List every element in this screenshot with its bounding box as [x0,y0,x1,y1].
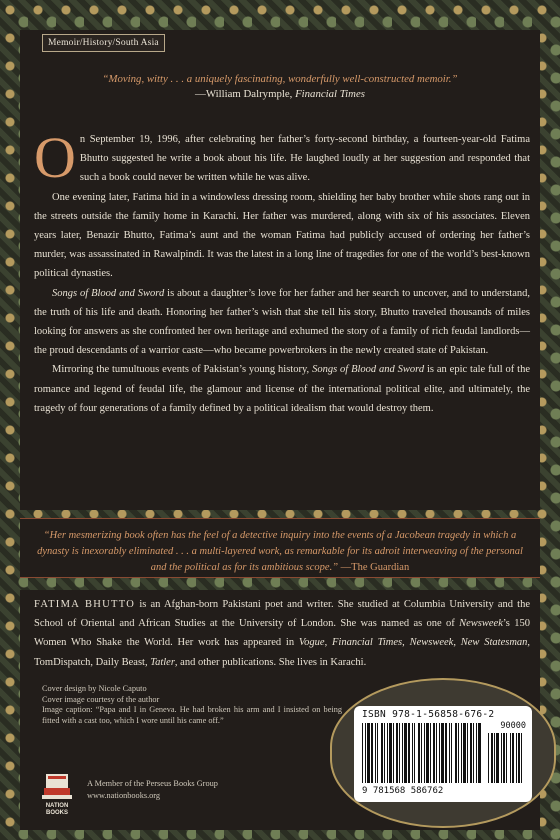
barcode-addon-bar [518,733,520,783]
barcode-bar [393,723,394,783]
barcode-bar [399,723,400,783]
cover-image-credit: Cover image courtesy of the author [42,694,160,704]
bio-sep-2: , [402,637,410,649]
p3-title: Songs of Blood and Sword [52,287,165,299]
barcode-bar [365,723,366,783]
barcode-bar [362,723,363,783]
barcode-addon-number: 90000 [500,721,526,731]
praise-attribution-source: Financial Times [295,88,365,100]
barcode-addon-bar [501,733,502,783]
barcode-bar [414,723,415,783]
bio-text-4: , and other publications. She lives in Karachi. [174,656,367,668]
barcode-bar [381,723,383,783]
barcode-bar [430,723,431,783]
description-paragraph-1 [34,125,530,190]
barcode-bar [367,723,370,783]
barcode-bar [375,723,376,783]
bio-pub-vogue: Vogue [298,637,325,649]
bio-newsweek: Newsweek [459,618,503,630]
barcode-bar [433,723,435,783]
barcode-bar [408,723,410,783]
publisher-member: A Member of the Perseus Books Group [87,779,218,788]
barcode-addon-bar [512,733,514,783]
review-quote: “Her mesmerizing book often has the feel of a detective inquiry into the events of a Jacobean tragedy in which a dynasty is inexorably eliminated . . . a multi-layered work, as remarkable for its adroit interweaving of the personal and the political as for its ambitious scope.” [37,530,523,573]
logo-text: NATION [45,803,69,809]
barcode-bar [473,723,474,783]
barcode-main-number: 9 781568 586762 [362,786,444,796]
barcode-bar [387,723,388,783]
barcode-bar [458,723,459,783]
image-caption: Image caption: “Papa and I in Geneva. He had broken his arm and I insisted on being fitted with a cast too, which I wore until his came off.” [42,705,342,725]
nation-books-logo [40,770,74,818]
barcode-bar [449,723,450,783]
praise-quote: “Moving, witty . . . a uniquely fascinating, wonderfully well-constructed memoir.” [102,73,458,85]
p1-text: n September 19, 1996, after celebrating her father’s forty-second birthday, a fourteen-year-old Fatima Bhutto suggested he write a book about his life. He laughed loudly at her suggestion and responded that such a book could never be written while he was alive. [79,134,530,184]
barcode-addon-bar [488,733,489,783]
barcode-bar [436,723,437,783]
barcode-bar [412,723,413,783]
praise-attribution-prefix: —William Dalrymple, [195,88,296,100]
p4-title: Songs of Blood and Sword [312,364,425,376]
book-description [34,125,530,418]
barcode-bar [463,723,466,783]
barcode-bar [441,723,444,783]
description-paragraph-2: One evening later, Fatima hid in a windowless dressing room, shielding her baby brother while shots rang out in the streets outside the family home in Karachi. Her father was murdered, along with six of his associates. Eleven years later, Benazir Bhutto, Fatima’s aunt and the woman Fatima had publicly accused of ordering her father’s murder, was assassinated in Rawalpindi. It was the latest in a long line of tragedies for one of the world’s best-known political dynasties. [34,191,530,280]
praise-attribution [34,87,526,102]
bio-text-3: , TomDispatch, Daily Beast, [34,637,531,668]
barcode-addon-bar [516,733,517,783]
bio-pub-tatler: Tatler [150,656,175,668]
cover-credits [42,684,342,726]
barcode-oval [330,678,556,828]
barcode-bar [404,723,407,783]
barcode-bar [445,723,447,783]
p4-start: Mirroring the tumultuous events of Pakistan’s young history, [52,364,313,376]
author-bio [34,595,530,672]
cover-design-credit: Cover design by Nicole Caputo [42,684,147,693]
bio-text-1: is an Afghan-born Pakistani poet and writer. She studied at Columbia University and the School of Oriental and African Studies at the University of London. She was named as one of [34,599,530,630]
barcode-addon-bar [491,733,493,783]
barcode-addon-bar [494,733,495,783]
barcode-bar [455,723,457,783]
bio-pub-newstatesman: New Statesman [460,637,528,649]
barcode-bar [476,723,477,783]
barcode-addon-bar [496,733,499,783]
barcode-box [354,706,532,802]
barcode-bar [461,723,462,783]
category-tag: Memoir/History/South Asia [42,34,165,52]
logo-text-2: BOOKS [45,810,69,816]
bio-sep-1: , [324,637,332,649]
barcode-bar [389,723,392,783]
barcode-addon-bar [521,733,522,783]
bio-pub-ft: Financial Times [332,637,403,649]
barcode-bar [396,723,398,783]
review-quote-block [32,528,528,576]
barcode-bar [470,723,472,783]
barcode-bar [377,723,378,783]
description-paragraph-3 [34,284,530,361]
barcode-bar [467,723,468,783]
bio-text-2: ’s 150 Women Who Shake the World. Her work has appeared in [34,618,530,649]
barcode-bar [439,723,440,783]
barcode-bar [421,723,422,783]
barcode-bar [424,723,425,783]
barcode-bar [384,723,385,783]
bio-pub-newsweek: Newsweek [409,637,454,649]
praise-block [34,72,526,102]
barcode-bars [362,723,526,785]
barcode-bar [371,723,373,783]
barcode-bar [426,723,429,783]
publisher-info [87,778,218,802]
barcode-addon-bar [510,733,511,783]
drop-cap: O [34,125,76,190]
description-paragraph-4 [34,360,530,418]
isbn-text: ISBN 978-1-56858-676-2 [362,709,495,720]
barcode-bar [478,723,481,783]
author-name: FATIMA BHUTTO [34,599,136,610]
barcode-bar [418,723,420,783]
barcode-bar [402,723,403,783]
review-attribution: —The Guardian [340,562,410,573]
p3-text: is about a daughter’s love for her father and her search to uncover, and to understand, the truth of his life and death. Honoring her father’s wish that she tell his story, Bhutto traveled thousands of miles looking for answers as she confronted her own heritage and exhumed the story of a family of rich feudal landlords—the proud descendants of a warrior caste—who became powerbrokers in the newly created state of Pakistan. [34,287,530,357]
bio-sep-3: , [453,637,461,649]
barcode-addon-bar [506,733,507,783]
p4-text: is an epic tale full of the romance and legend of feudal life, the glamour and license of the international political elite, and ultimately, the tragedy of four generations of a family defined by a political idealism that would destroy them. [34,364,530,414]
publisher-url: www.nationbooks.org [87,791,161,800]
barcode-addon-bar [503,733,505,783]
barcode-bar [451,723,452,783]
